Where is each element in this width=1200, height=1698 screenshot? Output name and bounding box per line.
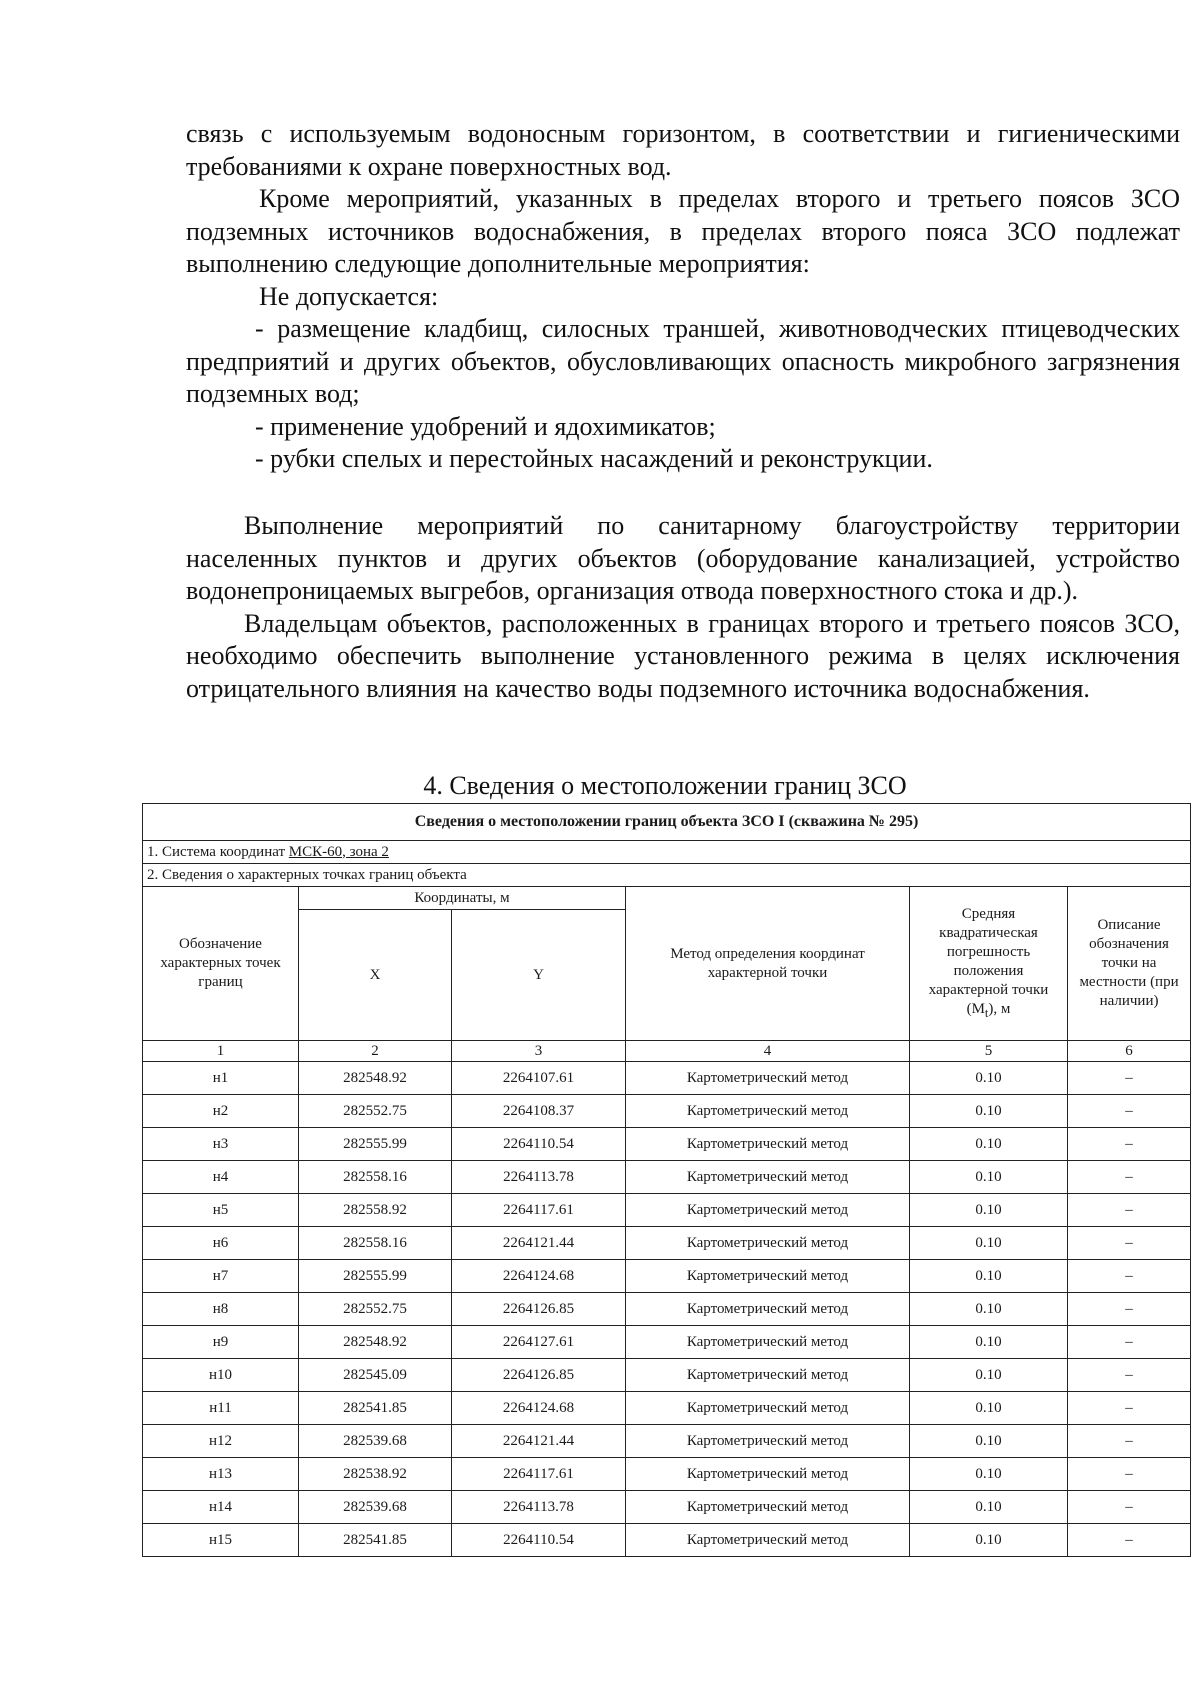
method-cell: Картометрический метод — [626, 1392, 910, 1425]
accuracy-cell: 0.10 — [910, 1326, 1068, 1359]
x-cell: 282548.92 — [299, 1326, 452, 1359]
point-cell: н4 — [143, 1161, 299, 1194]
y-cell: 2264126.85 — [452, 1293, 626, 1326]
table-row — [143, 1161, 1191, 1194]
y-cell: 2264124.68 — [452, 1260, 626, 1293]
y-cell: 2264121.44 — [452, 1227, 626, 1260]
method-cell: Картометрический метод — [626, 1095, 910, 1128]
x-cell: 282555.99 — [299, 1260, 452, 1293]
x-cell: 282541.85 — [299, 1524, 452, 1557]
method-cell: Картометрический метод — [626, 1227, 910, 1260]
table-row — [143, 1095, 1191, 1128]
point-cell: н1 — [143, 1062, 299, 1095]
paragraph: Выполнение мероприятий по санитарному благоустройству территории населенных пунктов и других объектов (оборудование канализацией, устройство водонепроницаемых выгребов, организация отвода поверхностного стока и др.). — [186, 511, 1180, 605]
x-cell: 282558.16 — [299, 1227, 452, 1260]
paragraph: Владельцам объектов, расположенных в границах второго и третьего поясов ЗСО, необходимо обеспечить выполнение установленного режима в целях исключения отрицательного влияния на качество воды подземного источника водоснабжения. — [186, 608, 1180, 703]
method-cell: Картометрический метод — [626, 1161, 910, 1194]
point-cell: н10 — [143, 1359, 299, 1392]
accuracy-cell: 0.10 — [910, 1524, 1068, 1557]
accuracy-cell: 0.10 — [910, 1128, 1068, 1161]
table-row — [143, 1194, 1191, 1227]
table-row — [143, 1491, 1191, 1524]
method-cell: Картометрический метод — [626, 1128, 910, 1161]
table-row — [143, 1425, 1191, 1458]
boundary-table — [142, 803, 1191, 1557]
list-item: - рубки спелых и перестойных насаждений и реконструкции. — [255, 444, 933, 473]
x-cell: 282538.92 — [299, 1458, 452, 1491]
description-cell: – — [1068, 1128, 1191, 1161]
description-cell: – — [1068, 1293, 1191, 1326]
coord-system-value: МСК-60, зона 2 — [288, 843, 389, 860]
accuracy-cell: 0.10 — [910, 1458, 1068, 1491]
header-description: Описание обозначения точки на местности (при наличии) — [1068, 887, 1191, 1041]
x-cell: 282541.85 — [299, 1392, 452, 1425]
method-cell: Картометрический метод — [626, 1293, 910, 1326]
description-cell: – — [1068, 1425, 1191, 1458]
x-cell: 282548.92 — [299, 1062, 452, 1095]
description-cell: – — [1068, 1392, 1191, 1425]
column-number: 4 — [626, 1041, 910, 1062]
point-cell: н13 — [143, 1458, 299, 1491]
header-accuracy: Средняя квадратическая погрешность положения характерной точки $(M_t)$, м — [910, 887, 1068, 1041]
table-row — [143, 1392, 1191, 1425]
coord-system-label: 1. Система координат — [147, 843, 286, 860]
description-cell: – — [1068, 1359, 1191, 1392]
description-cell: – — [1068, 1524, 1191, 1557]
point-cell: н5 — [143, 1194, 299, 1227]
point-cell: н6 — [143, 1227, 299, 1260]
y-cell: 2264113.78 — [452, 1161, 626, 1194]
point-cell: н3 — [143, 1128, 299, 1161]
table-row — [143, 1128, 1191, 1161]
point-cell: н9 — [143, 1326, 299, 1359]
table-row — [143, 1260, 1191, 1293]
y-cell: 2264107.61 — [452, 1062, 626, 1095]
method-cell: Картометрический метод — [626, 1491, 910, 1524]
table-title: Сведения о местоположении границ объекта ЗСО I (скважина № 295) — [143, 804, 1191, 841]
header-y: Y — [452, 910, 626, 1041]
accuracy-cell: 0.10 — [910, 1392, 1068, 1425]
table-row — [143, 1524, 1191, 1557]
point-cell: н2 — [143, 1095, 299, 1128]
method-cell: Картометрический метод — [626, 1524, 910, 1557]
point-cell: н14 — [143, 1491, 299, 1524]
text-block-top — [186, 118, 1180, 476]
list-item: - размещение кладбищ, силосных траншей, животноводческих птицеводческих предприятий и других объектов, обусловливающих опасность микробного загрязнения подземных вод; — [186, 314, 1180, 408]
table-row — [143, 1359, 1191, 1392]
table-row — [143, 1458, 1191, 1491]
accuracy-cell: 0.10 — [910, 1260, 1068, 1293]
accuracy-cell: 0.10 — [910, 1227, 1068, 1260]
accuracy-cell: 0.10 — [910, 1161, 1068, 1194]
y-cell: 2264121.44 — [452, 1425, 626, 1458]
paragraph: связь с используемым водоносным горизонтом, в соответствии и гигиеническими требованиями к охране поверхностных вод. — [186, 119, 1180, 181]
description-cell: – — [1068, 1326, 1191, 1359]
header-coords: Координаты, м — [299, 887, 626, 910]
column-number: 1 — [143, 1041, 299, 1062]
paragraph: Кроме мероприятий, указанных в пределах второго и третьего поясов ЗСО подземных источников водоснабжения, в пределах второго пояса ЗСО подлежат выполнению следующие дополнительные мероприятия: — [186, 184, 1180, 278]
paragraph: Не допускается: — [259, 281, 439, 311]
description-cell: – — [1068, 1194, 1191, 1227]
method-cell: Картометрический метод — [626, 1359, 910, 1392]
y-cell: 2264126.85 — [452, 1359, 626, 1392]
points-section-label: 2. Сведения о характерных точках границ объекта — [143, 864, 1191, 887]
header-x: X — [299, 910, 452, 1041]
accuracy-cell: 0.10 — [910, 1194, 1068, 1227]
y-cell: 2264117.61 — [452, 1458, 626, 1491]
point-cell: н12 — [143, 1425, 299, 1458]
description-cell: – — [1068, 1491, 1191, 1524]
method-cell: Картометрический метод — [626, 1260, 910, 1293]
y-cell: 2264108.37 — [452, 1095, 626, 1128]
method-cell: Картометрический метод — [626, 1062, 910, 1095]
description-cell: – — [1068, 1062, 1191, 1095]
header-designation: Обозначение характерных точек границ — [143, 887, 299, 1041]
point-cell: н11 — [143, 1392, 299, 1425]
point-cell: н7 — [143, 1260, 299, 1293]
description-cell: – — [1068, 1227, 1191, 1260]
table-row — [143, 1227, 1191, 1260]
accuracy-cell: 0.10 — [910, 1293, 1068, 1326]
accuracy-cell: 0.10 — [910, 1062, 1068, 1095]
x-cell: 282555.99 — [299, 1128, 452, 1161]
column-numbers-row — [143, 1041, 1191, 1062]
accuracy-cell: 0.10 — [910, 1359, 1068, 1392]
method-cell: Картометрический метод — [626, 1425, 910, 1458]
x-cell: 282558.92 — [299, 1194, 452, 1227]
column-number: 3 — [452, 1041, 626, 1062]
table-row — [143, 1326, 1191, 1359]
x-cell: 282558.16 — [299, 1161, 452, 1194]
column-number: 5 — [910, 1041, 1068, 1062]
description-cell: – — [1068, 1095, 1191, 1128]
header-method: Метод определения координат характерной точки — [626, 887, 910, 1041]
x-cell: 282552.75 — [299, 1293, 452, 1326]
x-cell: 282539.68 — [299, 1425, 452, 1458]
y-cell: 2264127.61 — [452, 1326, 626, 1359]
method-cell: Картометрический метод — [626, 1326, 910, 1359]
accuracy-cell: 0.10 — [910, 1491, 1068, 1524]
y-cell: 2264124.68 — [452, 1392, 626, 1425]
text-block-middle — [186, 510, 1180, 705]
method-cell: Картометрический метод — [626, 1194, 910, 1227]
x-cell: 282539.68 — [299, 1491, 452, 1524]
method-cell: Картометрический метод — [626, 1458, 910, 1491]
table-row — [143, 1062, 1191, 1095]
coord-system-cell — [143, 841, 1191, 864]
y-cell: 2264110.54 — [452, 1524, 626, 1557]
description-cell: – — [1068, 1161, 1191, 1194]
x-cell: 282545.09 — [299, 1359, 452, 1392]
section-title: 4. Сведения о местоположении границ ЗСО — [423, 771, 907, 800]
description-cell: – — [1068, 1260, 1191, 1293]
y-cell: 2264113.78 — [452, 1491, 626, 1524]
x-cell: 282552.75 — [299, 1095, 452, 1128]
column-number: 6 — [1068, 1041, 1191, 1062]
point-cell: н8 — [143, 1293, 299, 1326]
point-cell: н15 — [143, 1524, 299, 1557]
column-number: 2 — [299, 1041, 452, 1062]
accuracy-cell: 0.10 — [910, 1095, 1068, 1128]
accuracy-cell: 0.10 — [910, 1425, 1068, 1458]
table-body — [143, 1062, 1191, 1557]
y-cell: 2264110.54 — [452, 1128, 626, 1161]
y-cell: 2264117.61 — [452, 1194, 626, 1227]
description-cell: – — [1068, 1458, 1191, 1491]
list-item: - применение удобрений и ядохимикатов; — [255, 411, 716, 441]
table-row — [143, 1293, 1191, 1326]
